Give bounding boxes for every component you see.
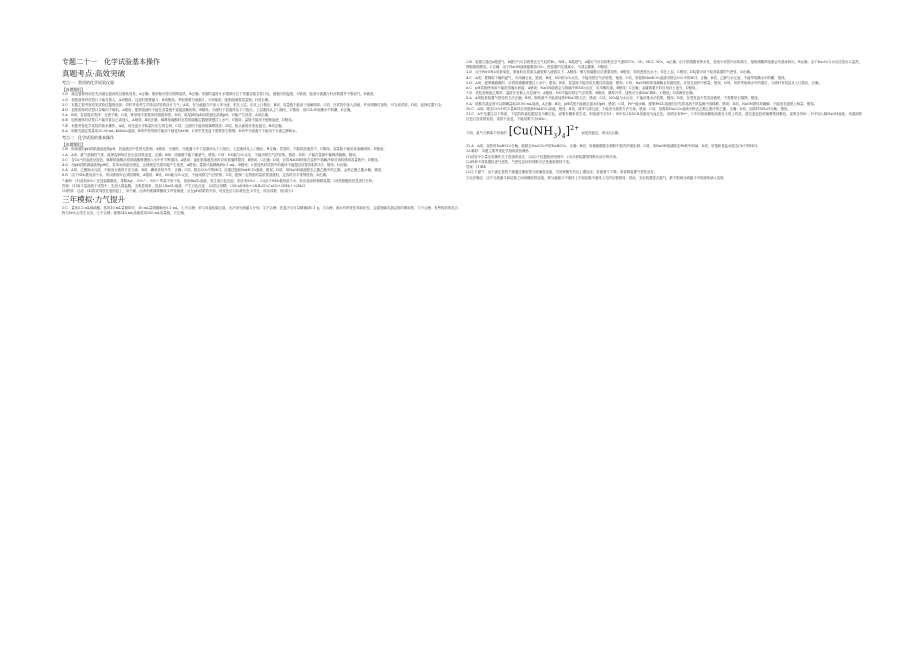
answer-paragraph: 1.C 量取5.2 mL稀硫酸，选用10 mL量筒即可，10 mL量筒精确至0.1 mL，①不合理；苯与四氯化碳互溶，无法用分液漏斗分别，②不合理；托盘天平可以精确到0.1 g，③合理；溴水有挥发性和氧化性，会腐蚀碱式滴定管的橡胶管，④不合理；有些物质的化合物与SiO₂会发生反应，⑤不合理；配制240 mL溶液需用250 mL容量瓶，⑥正确。 <box>62 206 458 216</box>
right-column <box>466 60 862 181</box>
answer-paragraph: (3)铁屑 过滤 (4)将试剂放在表面皿上，用干燥、洁净的玻璃棒蘸取少许待测液，点在pH试纸的中部，待变色后与标准比色卡对比，读出读数 低(或小) <box>62 189 293 194</box>
section-heading-mock-exams: 三年模拟·力气提升 <box>62 195 126 205</box>
answer-paragraph: 9.A 用酸式滴定管可以精确量取20.00 mL溶液，A正确；B项，pH试纸不能测定氯水的pH，错误；C项，Fe³⁺能水解，配制FeCl₃溶液时应先将其溶于浓盐酸中再稀释，错误；D项，NaOH固体易潮解，不能放在滤纸上称量，错误。 <box>466 101 818 106</box>
formula-lead-text: 下面，氨气与铜离子形成的 <box>466 131 507 136</box>
answer-paragraph: 8.A A项检查装置气密性的方法正确；B项，制取氨气不能用加热NH₄Cl的方法，错误；C项，NO₂能与水反应，不能用排水法收集，错误；D项，在蒸发皿中蒸发溶液时，不需要垫石棉网，错误。 <box>466 96 762 101</box>
answer-paragraph: 7.B 本题考查化学试验的基本操作。A项，用托盘天平称量时应左物右码；C项，过滤时不能用玻璃棒搅拌；D项，胶头滴管应垂直悬空。B项正确。 <box>62 123 285 128</box>
topic-heading-operations: 考点二：化学试验的基本操作 <box>62 135 114 141</box>
answer-paragraph: 7.D 试验室制备乙烯时，温度计应插入反应液中，A错误；NO不能用排空气法收集，B错误；碘易升华，加热可分离NaCl和I₂，C错误；D项操作正确。 <box>466 91 696 96</box>
exam-group-tag: 【真题题组】 <box>62 87 85 92</box>
answer-paragraph: ②无法确定 由于分液漏斗和烧瓶之间用橡胶管连接，使分液漏斗中液体上方和烧瓶中液体上方的压强相同，因此，无论装置是否漏气，都不影响分液漏斗中的液体滴入烧瓶 <box>466 175 724 180</box>
answer-paragraph: (2)两种不同装置检查气密性，气密性良好的判断方法是液面保持不变。 <box>466 159 573 164</box>
answer-paragraph: 5.D A项，配制稀硫酸时，应将浓硫酸缓慢注入水中，错误；B项，容量瓶不能用来长期存放溶液，错误；C项，NaOH固体易潮解且有腐蚀性，应放在烧杯中称量，错误；D项，用苯萃取溴水中的溴后，分液时有机层从上口倒出，正确。 <box>466 80 822 85</box>
answer-paragraph: 2.D 加热液体时试管口不能对着人，A项错误；过滤时需要漏斗，B项错误；萃取需要分液漏斗，C项错误；配制溶液需容量瓶，D项正确。 <box>62 97 272 102</box>
chemical-formula-line <box>466 123 862 143</box>
answer-paragraph: 3.C 本题主要考查常见试验仪器的选择，同时考查考生对简洁试验的设计力气。A项，在分液漏斗中加入苯分液，苯在上层，应从上口倒出，B项，容量瓶不能用于溶解固体，C项，在试管中加入溶液，并用酒精灯加热，可完成试验，D项，选择仪器不全。 <box>62 102 445 107</box>
answer-paragraph: 5.A A项，乙醇和水互溶，不能用分液的方法分离；B项，碘单质易升华，正确；C项，除去CO₂中的HCl，应通过饱和NaHCO₃溶液，错误；D项，用NaOH溶液除去乙酸乙酯中的乙酸，会使乙酸乙酯水解，错误。 <box>62 168 385 173</box>
answer-paragraph: 6.D 由于NH₃极易溶于水，所以吸收时必须防倒吸，A错误；B项，NO能与O₂反应，不能用排空气法收集；C项，配制一定物质的量浓度溶液时，定容时应平视刻度线；D正确。 <box>62 173 330 178</box>
answer-paragraph: 10.C A项，除去CO₂中的少量HCl应用饱和NaHCO₃溶液，错误；B项，溴苯与溴互溶，不能用分液的方法分离，错误；C项，用饱和Na₂CO₃溶液可除去乙酸乙酯中的乙酸，正确；D项，加热时NH₄Cl分解，错误。 <box>466 106 791 111</box>
answer-paragraph: (2)①不漏气 由于滴定管的下端通过橡胶管与玻璃管连接，关闭弹簧夹后从上端加水，若液面不下降，则说明装置气密性良好。 <box>466 170 658 175</box>
left-column <box>62 58 458 217</box>
answer-paragraph: 2.B 装置①通过a端进气，b端出气可以收集比空气轻的H₂、NH₃，b端进气，a端出气可以收集比空气重的CO₂、Cl₂、HCl、NO₂，A正确；由于浓硫酸有吸水性，造成小试管内水的减少，饱和硝酸钾溶液会有晶体析出，B正确；由于Na₂O₂与水反应放出大量热，使脱脂棉燃烧，C正确；由于NaOH溶液能吸收CO₂，使烧瓶内压强减小，气球会膨胀，D错误。 <box>466 60 862 70</box>
answer-paragraph: 1.D 滴定管使用前应先用滴定液润洗以避免误差，A正确；锥形瓶可垫石棉网加热，B正确；蒸馏时温度计水银球应位于蒸馏烧瓶支管口处，测馏分的温度，C错误；振荡分液漏斗时应倒置并不断放气，D错误。 <box>62 92 377 97</box>
answer-paragraph: 答案：(1)取少量溶液于试管中，先加入稀盐酸，无明显现象，再加入BaCl₂溶液，产生白色沉淀 (2)防止倒吸 (3)Ca(OH)₂+2NH₄Cl=CaCl₂+2NH₃↑+2H₂O <box>62 183 306 188</box>
copper-ammonia-complex-formula: $[Cu(NH_3)_4]^{2+}$ <box>508 125 580 141</box>
answer-paragraph: 6.C pH试纸使用前不能用蒸馏水润湿，A错误；NaOH溶液会与玻璃中的SiO₂反应，应用橡皮塞，B错误；C正确；金属钠着火时应用沙土盖灭，D错误。 <box>466 86 699 91</box>
answer-paragraph: 5.A B项，容量瓶应洗净，无需干燥；C项，锥形瓶不需要用待测液润洗；D项，用湿润的pH试纸测定溶液pH，可能产生误差，A项正确。 <box>62 113 272 118</box>
answer-paragraph: 6.B 加热液体时试管口不能对着自己或他人，A错误；B项正确；稀释浓硫酸时应将浓硫酸沿器壁缓慢注入水中，C错误；量筒不能用于配制溶液，D错误。 <box>62 118 295 123</box>
answer-paragraph: 3.D 由于Fe(OH)₂易被氧化，制备时应将胶头滴管伸入液面以下，A错误；铜与浓硫酸反应需要加热，B错误；苯的密度比水小，苯在上层，C错误；D装置可用于检查装置的气密性，D正确。 <box>466 70 754 75</box>
answer-paragraph: 2.A A项：氨气是碱性气体，能使湿润的红色石蕊试纸变蓝，正确；B项：浓硫酸不能干燥氨气，错误；C项：NO能与O₂反应，不能用排空气法收集，错误；D项：不能在量筒中稀释浓硫酸，错误。 <box>62 152 360 157</box>
answer-paragraph: 答案：(1)BE <box>466 165 486 170</box>
answer-paragraph: 4.D 用pH试纸测溶液的pH时，若用水润湿后测定，会使测定结果可能产生误差，A错误；量筒只能精确到0.1 mL，B错误；C项加热时试管中的液体不能超过试管容积的1/3，错误；D正确。 <box>62 163 350 168</box>
answer-paragraph: 12.A A项，加热时NaHCO₃分解，能除去Na₂CO₃中的NaHCO₃，正确；B项，用稀硫酸除去铜粉中混有的氧化铜，C项，用NaOH溶液除去Fe粉中的Al，D项，用饱和食盐水除去Cl₂中的HCl。 <box>466 144 761 149</box>
answer-paragraph: 8.A 用酸式滴定管量取20.00 mL KMnO₄溶液，B项中瓷坩埚不能用于熔化NaOH，C项中蒸发皿不需要垫石棉网，D项中分液漏斗不能用于分离乙醇和水。 <box>62 128 299 133</box>
answer-paragraph: 4.D 加热固体时试管口应略向下倾斜，A错误；配制溶液时不能在容量瓶中直接溶解固体，B错误；分液时下层液体从下口放出，上层液体从上口倒出，C错误；用CCl₄萃取碘水中的碘，D正确。 <box>62 108 354 113</box>
topic-heading-instruments: 考点一：常用的化学试验仪器 <box>62 80 114 85</box>
answer-paragraph: 4.C A项，要制取干燥的氨气，可用碱石灰，错误；B项，NO易与O₂反应，不能用排空气法收集，错误；C项，用饱和NaHCO₃溶液可除去CO₂中的HCl，正确；D项，乙醇与水互溶，不能萃取碘水中的碘，错误。 <box>466 75 788 80</box>
answer-paragraph: 7.解析：(1)检验SO₄²⁻先加盐酸酸化，排除Ag⁺、CO₃²⁻、SO₃²⁻等离子的干扰，再加BaCl₂溶液，若生成白色沉淀，则含有SO₄²⁻。(2)由于NH₃极易溶于水，故应选用防倒吸装置。(3)按照题给信息进行分析。 <box>62 178 376 183</box>
answer-paragraph: 13.解析：本题主要考查化学基础试验操作。 <box>466 149 533 154</box>
document-title: 专题二十一 化学试验基本操作 <box>62 58 160 66</box>
answer-paragraph: 11.C A中先通过以下物质，下层的四氯化碳层变为紫红色，说明有碘单质生成，则溶液中含有I⁻；B中加入KSCN溶液变为血红色，说明含有Fe³⁺，C中用铂丝蘸取溶液在火焰上灼烧，透过蓝色钴玻璃观察到紫色，说明含有K⁺；D中加入稀NaOH溶液，用湿润的红色石蕊试纸检验，试纸不变蓝，不能说明不含NH₄⁺。 <box>466 112 862 122</box>
answer-paragraph: 3.C 含Cu²⁺的溶液呈蓝色，稀释浓硫酸应将浓硫酸缓慢倒入水中并不断搅拌，A错误；氯化钠溶液蒸发时应用玻璃棒搅拌，B错误；C正确；D项，应将NaOH固体在烧杯中溶解冷却后再转移到容量瓶中，D错误。 <box>62 157 381 162</box>
exam-group-tag: 【真题题组】 <box>62 142 85 148</box>
formula-tail-text: 而显深蓝色，所以C正确。 <box>581 131 622 136</box>
answer-paragraph: (1)试验中少量实验操作关于洗涤的说法，(2)由于仪器的使用细节，(3)分析装置图判断各部分的作用。 <box>466 154 620 159</box>
answer-paragraph: 1.B 用润湿的pH试纸测溶液的pH，若溶液呈中性则无影响，A错误；分液时，分液漏斗中下层液体从下口放出，上层液体从上口倒出，B正确；蒸发时，不能将溶液蒸干，C错误；容量瓶不能用来溶解固体，D错误。 <box>62 147 387 152</box>
section-heading-exam-topics: 真题考点·高效突破 <box>62 69 126 78</box>
